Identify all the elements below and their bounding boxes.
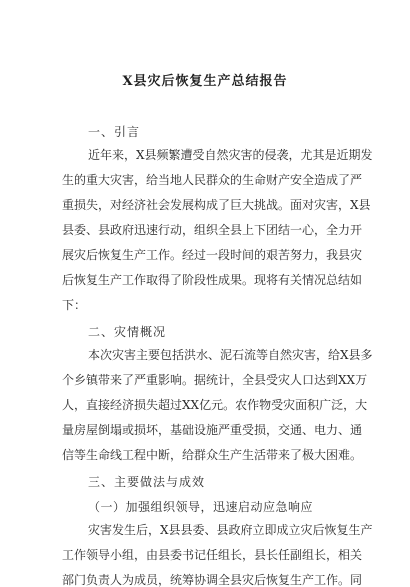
paragraph-line: 灾害发生后，X县县委、县政府立即成立灾后恢复生产 (88, 523, 373, 537)
section-heading-intro: 一、引言 (88, 125, 141, 139)
paragraph-line: 工作领导小组，由县委书记任组长，县长任副组长，相关 (62, 548, 363, 562)
paragraph-line: 人，直接经济损失超过XX亿元。农作物受灾面积广泛，大 (62, 398, 368, 412)
paragraph-line: 部门负责人为成员，统筹协调全县灾后恢复生产工作。同 (62, 573, 363, 587)
paragraph-line: 县委、县政府迅速行动，组织全县上下团结一心，全力开 (62, 223, 363, 237)
paragraph-line: 本次灾害主要包括洪水、泥石流等自然灾害，给X县多 (88, 348, 373, 362)
paragraph-line: 后恢复生产工作取得了阶段性成果。现将有关情况总结如 (62, 273, 363, 287)
paragraph-line: 信等生命线工程中断，给群众生产生活带来了极大困难。 (62, 448, 363, 462)
paragraph-line: 量房屋倒塌或损坏，基础设施严重受损，交通、电力、通 (62, 423, 363, 437)
section-heading-disaster-overview: 二、灾情概况 (88, 325, 167, 339)
section-heading-measures: 三、主要做法与成效 (88, 475, 206, 489)
subsection-heading: （一）加强组织领导，迅速启动应急响应 (88, 500, 314, 514)
paragraph-line: 个乡镇带来了严重影响。据统计，全县受灾人口达到XX万 (62, 373, 368, 387)
paragraph-line: 近年来，X县频繁遭受自然灾害的侵袭，尤其是近期发 (88, 148, 373, 162)
paragraph-line: 生的重大灾害，给当地人民群众的生命财产安全造成了严 (62, 173, 363, 187)
paragraph-line: 重损失，对经济社会发展构成了巨大挑战。面对灾害，X县 (62, 198, 371, 212)
paragraph-line: 展灾后恢复生产工作。经过一段时间的艰苦努力，我县灾 (62, 248, 363, 262)
paragraph-line: 下： (62, 298, 87, 312)
document-title: X县灾后恢复生产总结报告 (122, 74, 288, 89)
